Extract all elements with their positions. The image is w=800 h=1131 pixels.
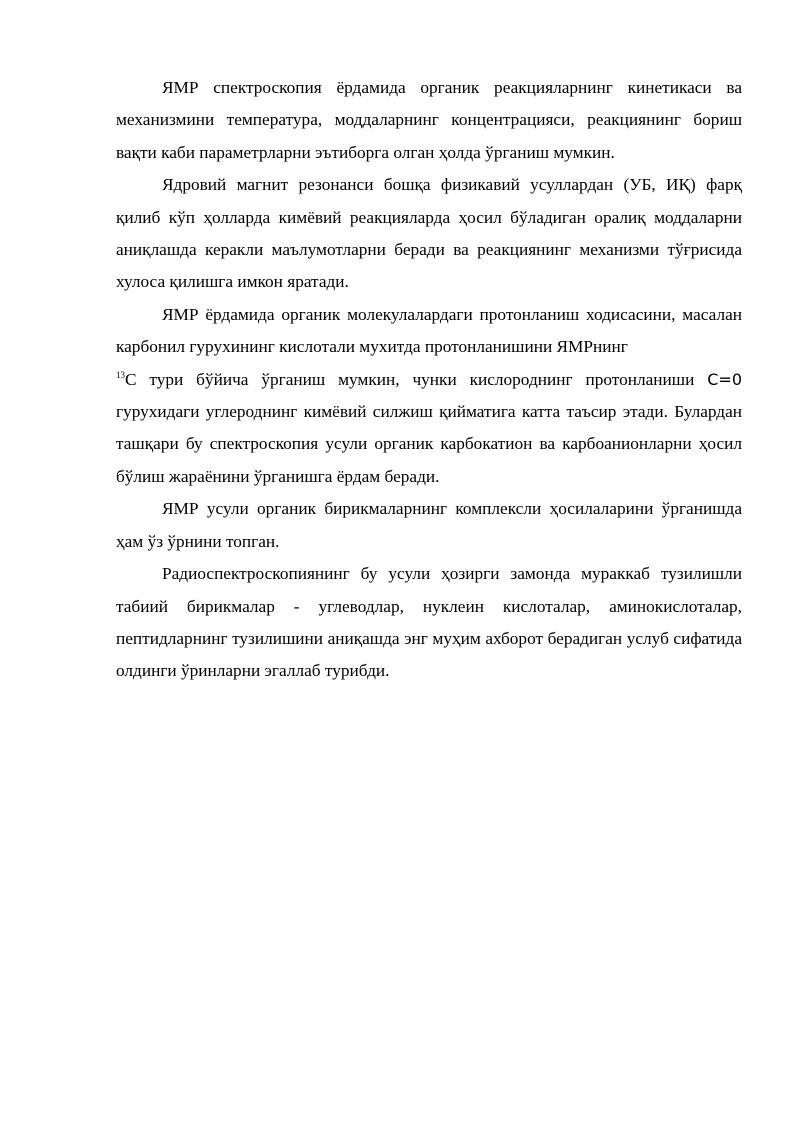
carbonyl-formula: С=0: [707, 369, 742, 389]
protonation-text-middle: С тури бўйича ўрганиш мумкин, чунки кислороднинг протонланиши: [125, 369, 708, 389]
paragraph-nmr-intermediates: Ядровий магнит резонанси бошқа физикавий усуллардан (УБ, ИҚ) фарқ қилиб кўп ҳолларда кимёвий реакцияларда ҳосил бўладиган оралиқ моддаларни аниқлашда керакли маълумотларни беради ва реакциянинг механизми тўғрисида хулоса қилишга имкон яратади.: [116, 175, 742, 292]
paragraph-nmr-kinetics: ЯМР спектроскопия ёрдамида органик реакцияларнинг кинетикаси ва механизмини температура, моддаларнинг концентрацияси, реакциянинг бориш вақти каби параметрларни эътиборга олган ҳолда ўрганиш мумкин.: [116, 78, 742, 162]
paragraph-nmr-protonation: [116, 299, 742, 493]
paragraph-radiospectroscopy: Радиоспектроскопиянинг бу усули ҳозирги замонда мураккаб тузилишли табиий бирикмалар - углеводлар, нуклеин кислоталар, аминокислоталар, пептидларнинг тузилишини аниқашда энг муҳим ахборот берадиган услуб сифатида олдинги ўринларни эгаллаб турибди.: [116, 564, 742, 681]
protonation-text-tail: гурухидаги углероднинг кимёвий силжиш қийматига катта таъсир этади. Булардан ташқари бу спектроскопия усули органик карбокатион ва карбоанионларни ҳосил бўлиш жараёнини ўрганишга ёрдам беради.: [116, 402, 742, 486]
paragraph-nmr-complexes: ЯМР усули органик бирикмаларнинг комплексли ҳосилаларини ўрганишда ҳам ўз ўрнини топган.: [116, 499, 742, 551]
isotope-superscript: 13: [116, 369, 125, 380]
protonation-text-lead: ЯМР ёрдамида органик молекулалардаги протонланиш ходисасини, масалан карбонил гурухининг кислотали мухитда протонланишини ЯМРнинг: [116, 304, 742, 357]
document-body: [116, 72, 742, 688]
